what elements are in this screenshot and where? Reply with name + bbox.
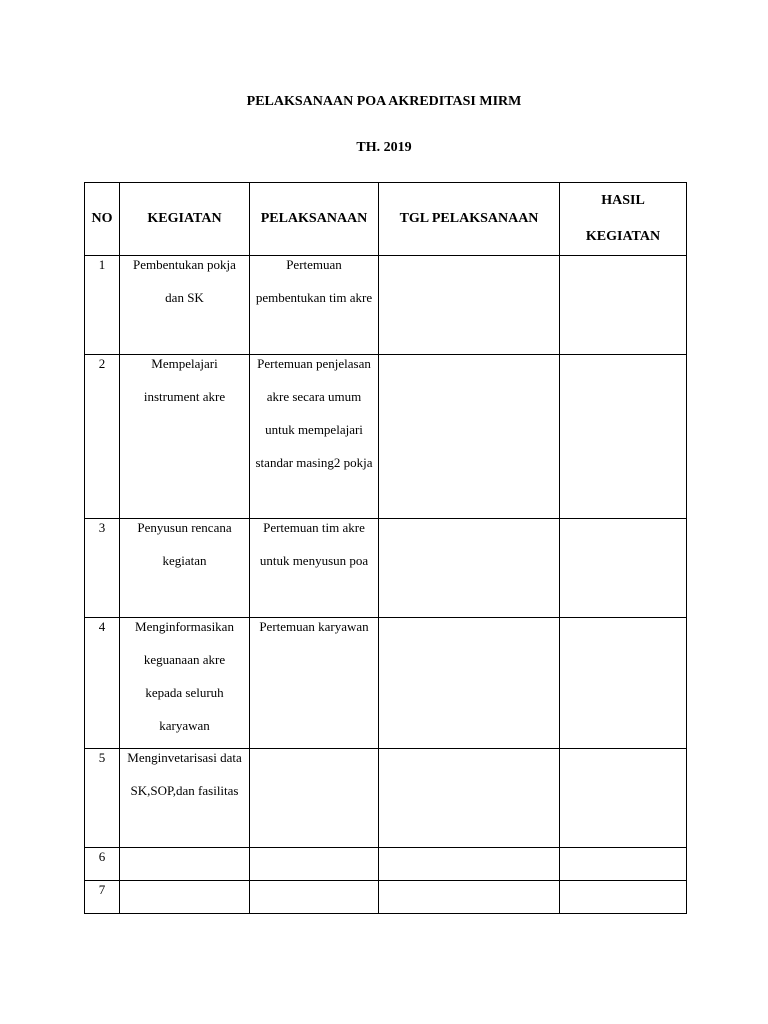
cell-tgl: [379, 519, 560, 618]
cell-kegiatan: [120, 848, 250, 881]
cell-no: [85, 749, 120, 848]
cell-pelaksanaan: [250, 848, 379, 881]
cell-hasil: [560, 519, 687, 618]
cell-pelaksanaan: [250, 749, 379, 848]
header-tgl-pelaksanaan: TGL PELAKSANAAN: [379, 183, 560, 256]
table-row: [85, 519, 687, 618]
cell-kegiatan-text: Menginvetarisasi data SK,SOP,dan fasilitas: [127, 750, 242, 798]
header-hasil-line2: KEGIATAN: [585, 229, 661, 244]
cell-no-text: 7: [98, 882, 106, 897]
cell-pelaksanaan: [250, 355, 379, 519]
cell-kegiatan: [120, 618, 250, 749]
header-hasil-line1: HASIL: [601, 193, 645, 208]
header-kegiatan: KEGIATAN: [120, 183, 250, 256]
cell-kegiatan-text: Menginformasikan keguanaan akre kepada seluruh karyawan: [135, 619, 234, 733]
cell-tgl: [379, 848, 560, 881]
cell-pelaksanaan: [250, 519, 379, 618]
cell-kegiatan: [120, 881, 250, 914]
table-header-row: [85, 183, 687, 256]
table-row: [85, 881, 687, 914]
cell-pelaksanaan: [250, 618, 379, 749]
poa-table: [84, 182, 687, 914]
cell-tgl: [379, 618, 560, 749]
cell-tgl: [379, 749, 560, 848]
table-row: [85, 355, 687, 519]
cell-kegiatan: [120, 749, 250, 848]
cell-pelaksanaan: [250, 881, 379, 914]
document-year: TH. 2019: [356, 140, 412, 155]
cell-no-text: 1: [98, 257, 106, 272]
document-title: PELAKSANAAN POA AKREDITASI MIRM: [246, 94, 522, 109]
cell-pelaksanaan-text: Pertemuan pembentukan tim akre: [255, 257, 373, 305]
table-row: [85, 618, 687, 749]
cell-kegiatan-text: Mempelajari instrument akre: [143, 356, 226, 404]
table-row: [85, 749, 687, 848]
cell-no: [85, 881, 120, 914]
cell-pelaksanaan-text: Pertemuan tim akre untuk menyusun poa: [259, 520, 369, 568]
cell-kegiatan: [120, 355, 250, 519]
cell-kegiatan-text: Penyusun rencana kegiatan: [137, 520, 232, 568]
cell-hasil: [560, 355, 687, 519]
cell-no: [85, 618, 120, 749]
cell-no-text: 3: [98, 520, 106, 535]
cell-no: [85, 355, 120, 519]
cell-kegiatan-text: Pembentukan pokja dan SK: [133, 257, 236, 305]
cell-kegiatan: [120, 256, 250, 355]
cell-hasil: [560, 618, 687, 749]
cell-pelaksanaan: [250, 256, 379, 355]
table-row: [85, 256, 687, 355]
cell-no-text: 4: [98, 619, 106, 634]
cell-hasil: [560, 848, 687, 881]
table-row: [85, 848, 687, 881]
cell-hasil: [560, 256, 687, 355]
cell-pelaksanaan-text: Pertemuan penjelasan akre secara umum untuk mempelajari standar masing2 pokja: [255, 356, 373, 470]
header-hasil-kegiatan: [560, 183, 687, 256]
cell-no-text: 6: [98, 849, 106, 864]
header-pelaksanaan: PELAKSANAAN: [250, 183, 379, 256]
cell-no: [85, 519, 120, 618]
cell-no: [85, 256, 120, 355]
cell-no-text: 2: [98, 356, 106, 371]
cell-pelaksanaan-text: Pertemuan karyawan: [259, 619, 369, 634]
cell-no-text: 5: [98, 750, 106, 765]
cell-tgl: [379, 355, 560, 519]
cell-kegiatan: [120, 519, 250, 618]
header-no: NO: [85, 183, 120, 256]
cell-tgl: [379, 881, 560, 914]
cell-hasil: [560, 881, 687, 914]
cell-hasil: [560, 749, 687, 848]
cell-tgl: [379, 256, 560, 355]
